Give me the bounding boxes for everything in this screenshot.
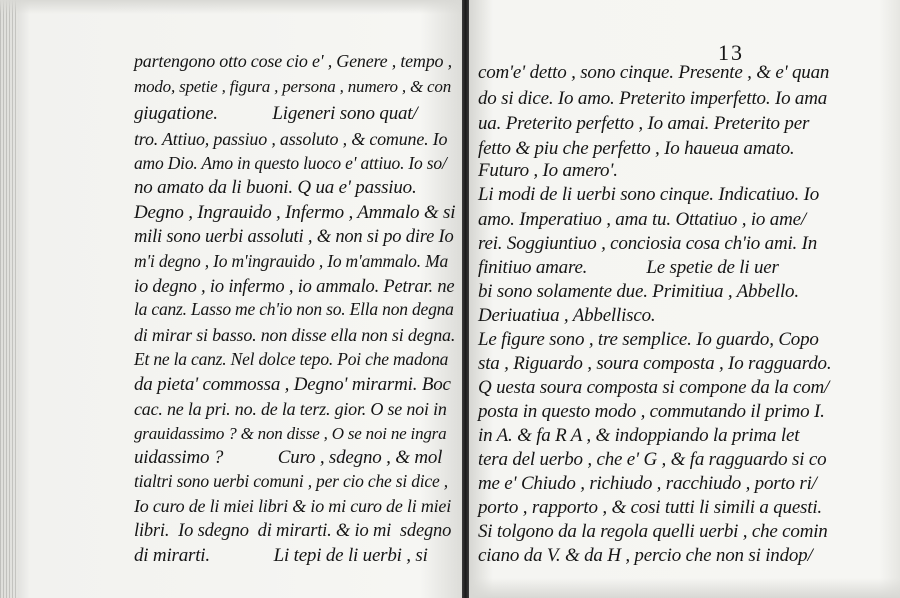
text-line: io degno , io infermo , io ammalo. Petrar. ne — [134, 277, 455, 297]
text-line: Io curo de li miei libri & io mi curo de li miei — [134, 496, 452, 516]
text-line: di mirar si basso. non disse ella non si degna. — [134, 325, 456, 345]
text-line: Q uesta soura composta si compone da la com/ — [478, 377, 830, 398]
text-line: ciano da V. & da H , percio che non si indop/ — [478, 545, 813, 566]
text-line: fetto & piu che perfetto , Io haueua amato. — [478, 138, 795, 159]
text-line: sta , Riguardo , soura composta , Io ragguardo. — [478, 353, 832, 374]
text-line: in A. & fa R A , & indoppiando la prima let — [478, 425, 800, 446]
text-line: do si dice. Io amo. Preterito imperfetto. Io ama — [478, 88, 828, 109]
text-line: tialtri sono uerbi comuni , per cio che si dice , — [134, 471, 448, 491]
book-gutter — [462, 0, 469, 598]
text-line: amo Dio. Amo in questo luoco e' attiuo. Io so/ — [134, 153, 447, 173]
text-line: Le figure sono , tre semplice. Io guardo, Copo — [478, 329, 819, 350]
text-line: finitiuo amare. Le spetie de li uer — [478, 257, 779, 278]
text-line: Degno , Ingrauido , Infermo , Ammalo & si — [134, 202, 456, 223]
text-line: Si tolgono da la regola quelli uerbi , che comin — [478, 521, 828, 542]
text-line: amo. Imperatiuo , ama tu. Ottatiuo , io ame/ — [478, 209, 806, 230]
text-line: com'e' detto , sono cinque. Presente , & e' quan — [478, 62, 830, 83]
text-line: tro. Attiuo, passiuo , assoluto , & comune. Io — [134, 129, 448, 149]
text-line: Et ne la canz. Nel dolce tepo. Poi che madona — [134, 349, 449, 369]
page-edges — [0, 0, 18, 598]
text-line: grauidassimo ? & non disse , O se noi ne ingra — [134, 424, 447, 443]
text-line: di mirarti. Li tepi de li uerbi , si — [134, 545, 428, 566]
text-line: rei. Soggiuntiuo , conciosia cosa ch'io ami. In — [478, 233, 818, 254]
text-line: no amato da li buoni. Q ua e' passiuo. — [134, 177, 417, 198]
page-number: 13 — [718, 40, 744, 65]
text-line: ua. Preterito perfetto , Io amai. Preterito per — [478, 113, 810, 134]
text-line: da pieta' commossa , Degno' mirarmi. Boc — [134, 374, 451, 395]
text-line: Futuro , Io amero'. — [478, 160, 618, 181]
text-line: Deriuatiua , Abbellisco. — [478, 305, 656, 326]
text-line: partengono otto cose cio e' , Genere , tempo , — [134, 51, 452, 71]
text-line: uidassimo ? Curo , sdegno , & mol — [134, 447, 443, 468]
text-line: giugatione. Ligeneri sono quat/ — [134, 103, 418, 124]
text-line: modo, spetie , figura , persona , numero , & con — [134, 77, 451, 96]
text-line: cac. ne la pri. no. de la terz. gior. O se noi in — [134, 399, 447, 419]
page-shadow-bottom — [469, 578, 900, 598]
text-line: tera del uerbo , che e' G , & fa ragguardo si co — [478, 449, 827, 470]
text-line: posta in questo modo , commutando il primo I. — [478, 401, 825, 422]
text-line: Li modi de li uerbi sono cinque. Indicatiuo. Io — [478, 184, 820, 205]
text-line: m'i degno , Io m'ingrauido , Io m'ammalo. Ma — [134, 251, 449, 271]
text-line: porto , rapporto , & cosi tutti li simili a questi. — [478, 497, 822, 518]
text-line: libri. Io sdegno di mirarti. & io mi sdegno — [134, 521, 452, 541]
text-line: mili sono uerbi assoluti , & non si po dire Io — [134, 227, 454, 247]
text-line: me e' Chiudo , richiudo , racchiudo , porto ri/ — [478, 473, 817, 494]
page-shadow — [0, 0, 462, 14]
text-line: la canz. Lasso me ch'io non so. Ella non degna — [134, 299, 454, 319]
text-line: bi sono solamente due. Primitiua , Abbello. — [478, 281, 799, 302]
